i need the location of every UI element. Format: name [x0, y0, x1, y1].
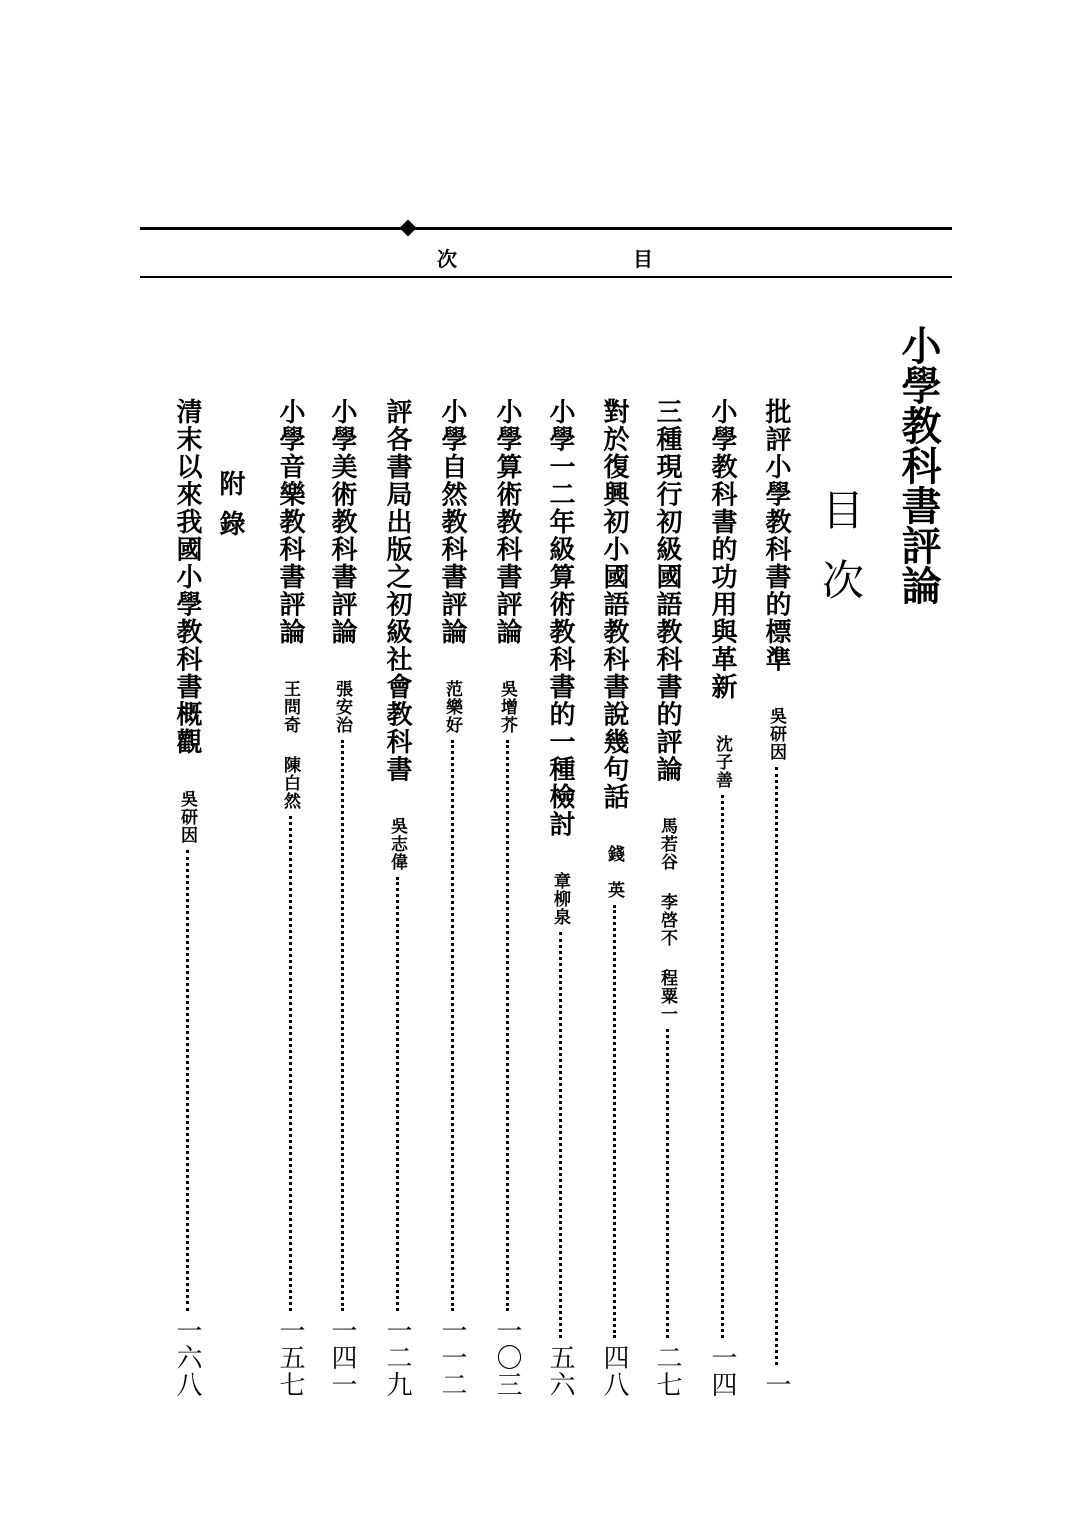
entry-page-number: 一一二 — [437, 1317, 467, 1398]
leader-dots — [506, 740, 509, 1312]
leader-dots — [341, 740, 344, 1312]
entry-title: 小學美術教科書評論 — [327, 398, 357, 646]
entry-page-number: 二七 — [652, 1344, 682, 1398]
entry-page-number: 一六八 — [172, 1317, 202, 1398]
entry-page-number: 一四一 — [327, 1317, 357, 1398]
toc-entry[interactable] — [754, 398, 798, 1398]
leader-dots — [613, 905, 616, 1339]
header-rule-bottom — [140, 276, 952, 278]
toc-entry[interactable] — [645, 398, 689, 1398]
entry-title: 清末以來我國小學教科書概觀 — [172, 398, 202, 756]
leader-dots — [451, 740, 454, 1312]
appendix-label: 附錄 — [215, 470, 245, 550]
leader-dots — [559, 932, 562, 1338]
entry-author: 吳增芥 — [497, 679, 517, 734]
entry-author: 王問奇 — [280, 679, 300, 734]
header-rule-top — [140, 227, 952, 230]
toc-entry[interactable] — [430, 398, 474, 1398]
entry-page-number: 一五七 — [275, 1317, 305, 1398]
toc-heading: 目次 — [816, 488, 865, 628]
leader-dots — [396, 877, 399, 1311]
toc-entry[interactable] — [592, 398, 636, 1398]
entry-author: 程粟一 — [657, 969, 677, 1023]
entry-title: 小學一二年級算術教科書的一種檢討 — [545, 398, 575, 838]
entry-author: 沈子善 — [712, 734, 732, 789]
toc-entry[interactable] — [375, 398, 419, 1398]
entry-page-number: 一 — [761, 1371, 791, 1398]
entry-page-number: 一二九 — [382, 1317, 412, 1398]
entry-title: 對於復興初小國語教科書說幾句話 — [599, 398, 629, 811]
entry-page-number: 一〇三 — [492, 1317, 522, 1398]
running-head-right: 目 — [633, 247, 653, 271]
entry-author: 李啓不 — [657, 893, 677, 947]
entry-title: 三種現行初級國語教科書的評論 — [652, 398, 682, 783]
leader-dots — [186, 850, 189, 1312]
entry-page-number: 一四 — [707, 1344, 737, 1398]
entry-page-number: 四八 — [599, 1344, 629, 1398]
toc-entry[interactable] — [165, 398, 209, 1398]
entry-author: 吳研因 — [177, 789, 197, 844]
entry-title: 批評小學教科書的標準 — [761, 398, 791, 673]
leader-dots — [666, 1029, 669, 1338]
entry-title: 評各書局出版之初級社會教科書 — [382, 398, 412, 783]
entry-author: 張安治 — [332, 679, 352, 734]
entry-title: 小學教科書的功用與革新 — [707, 398, 737, 701]
running-head-left: 次 — [437, 247, 457, 271]
entry-author: 陳白然 — [280, 755, 300, 810]
entry-author: 吳研因 — [766, 707, 786, 761]
entry-page-number: 五六 — [545, 1344, 575, 1398]
entry-author: 范樂好 — [442, 679, 462, 734]
toc-entry[interactable] — [538, 398, 582, 1398]
leader-dots — [775, 767, 778, 1365]
toc-entry[interactable] — [320, 398, 364, 1398]
entry-title: 小學算術教科書評論 — [492, 398, 522, 646]
rule-ornament — [400, 220, 417, 237]
entry-author: 馬若谷 — [657, 817, 677, 871]
entry-author: 吳志偉 — [387, 817, 407, 871]
leader-dots — [289, 816, 292, 1312]
book-title: 小學教科書評論 — [895, 325, 942, 605]
entry-title: 小學音樂教科書評論 — [275, 398, 305, 646]
entry-author: 錢 英 — [604, 844, 624, 899]
entry-author: 章柳泉 — [550, 872, 570, 926]
entry-title: 小學自然教科書評論 — [437, 398, 467, 646]
toc-entry[interactable] — [268, 398, 312, 1398]
toc-entry[interactable] — [700, 398, 744, 1398]
toc-entry[interactable] — [485, 398, 529, 1398]
leader-dots — [721, 795, 724, 1339]
